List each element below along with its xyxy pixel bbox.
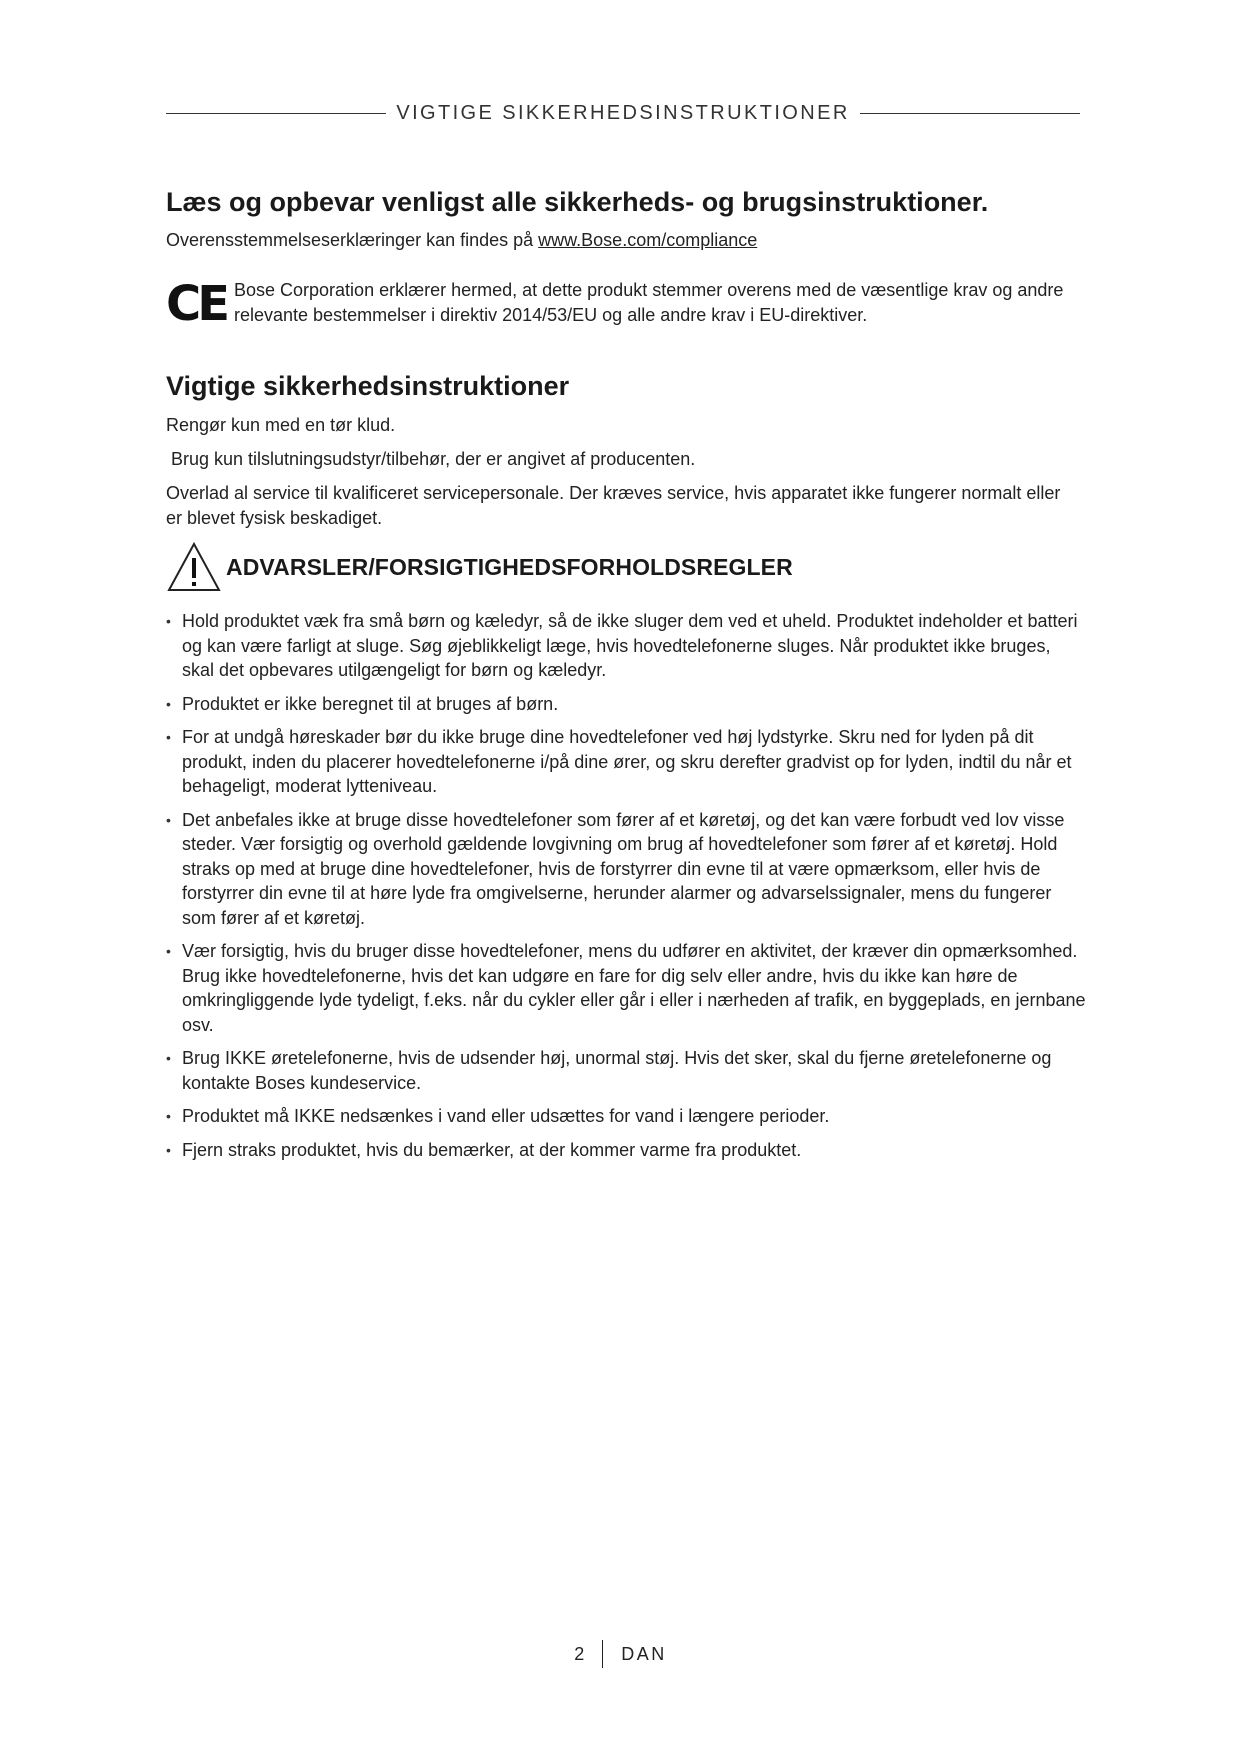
ce-mark-icon: CE [166,276,227,332]
list-item: • Det anbefales ikke at bruge disse hovedtelefoner som fører af et køretøj, og det kan være forbudt ved lov visse steder. Vær forsigtig og overhold gældende lovgivning om brug af hovedtelefoner som fører af et køretøj. Hold straks op med at bruge dine hovedtelefoner, hvis de forstyrrer din evne til at være opmærksom, eller hvis de forstyrrer din evne til at høre lyde fra omgivelserne, herunder alarmer og advarselssignaler, mens du fungerer som fører af et køretøj. [166,808,1086,931]
list-item: • Hold produktet væk fra små børn og kæledyr, så de ikke sluger dem ved et uheld. Produktet indeholder et batteri og kan være farligt at sluge. Søg øjeblikkeligt læge, hvis hovedtelefonerne sluges. Når produktet ikke bruges, skal det opbevares utilgængeligt for børn og kæledyr. [166,609,1086,683]
compliance-line [166,230,757,251]
header-rule-left [166,113,386,114]
list-item: • Produktet må IKKE nedsænkes i vand eller udsættes for vand i længere perioder. [166,1104,1086,1129]
safety-paragraph: Rengør kun med en tør klud. [166,415,396,435]
compliance-link[interactable]: www.Bose.com/compliance [538,230,758,250]
footer-divider [602,1640,603,1668]
page-footer [0,1640,1241,1668]
section-header [166,102,1080,125]
warnings-list [166,609,1086,1171]
warnings-header [166,541,793,593]
list-item: • For at undgå høreskader bør du ikke bruge dine hovedtelefoner ved høj lydstyrke. Skru ned for lyden på dit produkt, inden du placerer hovedtelefonerne i/på dine ører, og skru derefter gradvist op for lyden, indtil du når et behageligt, moderat lytteniveau. [166,725,1086,799]
warnings-title: ADVARSLER/FORSIGTIGHEDSFORHOLDSREGLER [226,553,793,580]
warning-triangle-icon [166,541,222,593]
list-item: • Produktet er ikke beregnet til at bruges af børn. [166,692,1086,717]
ce-declaration-text: Bose Corporation erklærer hermed, at dette produkt stemmer overens med de væsentlige krav og andre relevante bestemmelser i direktiv 2014/53/EU og alle andre krav i EU-direktiver. [234,280,1064,325]
header-rule-right [860,113,1080,114]
list-item: • Fjern straks produktet, hvis du bemærker, at der kommer varme fra produktet. [166,1138,1086,1163]
list-item: • Brug IKKE øretelefonerne, hvis de udsender høj, unormal støj. Hvis det sker, skal du fjerne øretelefonerne og kontakte Boses kundeservice. [166,1046,1086,1095]
language-code: DAN [621,1643,667,1664]
page-number: 2 [574,1643,585,1664]
page-title: Læs og opbevar venligst alle sikkerheds- og brugsinstruktioner. [166,187,989,217]
compliance-prefix: Overensstemmelseserklæringer kan findes på [166,230,539,250]
safety-paragraph: Brug kun tilslutningsudstyr/tilbehør, der er angivet af producenten. [166,449,696,469]
safety-title: Vigtige sikkerhedsinstruktioner [166,371,570,401]
safety-paragraph: Overlad al service til kvalificeret servicepersonale. Der kræves service, hvis apparatet ikke fungerer normalt eller er blevet fysisk beskadiget. [166,483,1061,528]
list-item: • Vær forsigtig, hvis du bruger disse hovedtelefoner, mens du udfører en aktivitet, der kræver din opmærksomhed. Brug ikke hovedtelefonerne, hvis det kan udgøre en fare for dig selv eller andre, hvis du ikke kan høre de omkringliggende lyde tydeligt, f.eks. når du cykler eller går i eller i nærheden af trafik, en byggeplads, en jernbane osv. [166,939,1086,1037]
section-header-label: VIGTIGE SIKKERHEDSINSTRUKTIONER [396,102,850,124]
